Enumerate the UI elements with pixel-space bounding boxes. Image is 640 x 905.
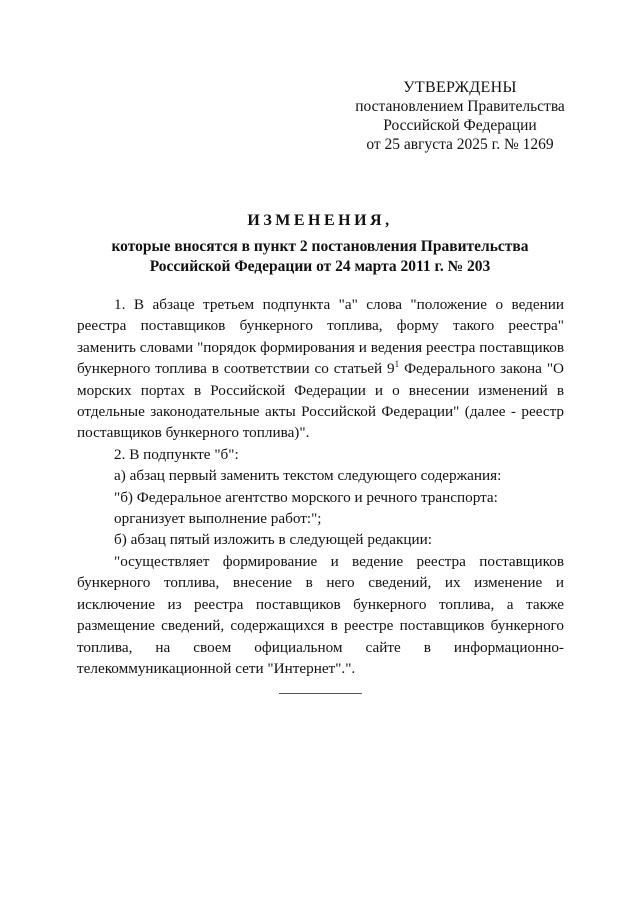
paragraph-7: "осуществляет формирование и ведение реестра поставщиков бункерного топлива, внесение в него сведений, их изменение и исключение из реестра поставщиков бункерного топлива, а также размещение сведений, содержащихся в реестре поставщиков бункерного топлива, на своем официальном сайте в информационно-телекоммуникационной сети "Интернет".". <box>77 552 564 677</box>
paragraph-1-end: Федерального закона "О морских портах в Российской Федерации и о внесении изменений в отдельные законодательные акты Российской Федерации" (далее - реестр поставщиков бункерного топлива)". <box>77 360 564 442</box>
approval-line-1: постановлением Правительства <box>355 98 565 115</box>
separator-line <box>279 693 362 694</box>
paragraph-3: а) абзац первый заменить текстом следующего содержания: <box>114 467 502 485</box>
paragraph-4: "б) Федеральное агентство морского и речного транспорта: <box>114 488 498 506</box>
paragraph-2: 2. В подпункте "б": <box>114 445 239 463</box>
paragraph-1-superscript: 1 <box>394 359 400 370</box>
approval-heading: УТВЕРЖДЕНЫ <box>403 79 517 96</box>
approval-block <box>340 78 580 154</box>
document-title: ИЗМЕНЕНИЯ, <box>247 212 393 229</box>
paragraph-1-start: 1. В абзаце третьем подпункта "а" слова "положение о ведении реестра поставщиков бункерного топлива, форму такого реестра" заменить словами "порядок формирования и ведения реестра поставщиков бункерного топлива в соответствии со статьей 9 <box>77 296 564 378</box>
document-body <box>77 294 564 679</box>
paragraph-6: б) абзац пятый изложить в следующей редакции: <box>114 531 432 549</box>
paragraph-5: организует выполнение работ:"; <box>114 510 322 528</box>
approval-line-3: от 25 августа 2025 г. № 1269 <box>366 136 554 153</box>
document-subtitle <box>0 237 640 277</box>
subtitle-line-2: Российской Федерации от 24 марта 2011 г. № 203 <box>149 258 491 275</box>
approval-line-2: Российской Федерации <box>383 117 537 134</box>
paragraph-1 <box>77 294 564 444</box>
subtitle-line-1: которые вносятся в пункт 2 постановления Правительства <box>111 238 529 255</box>
